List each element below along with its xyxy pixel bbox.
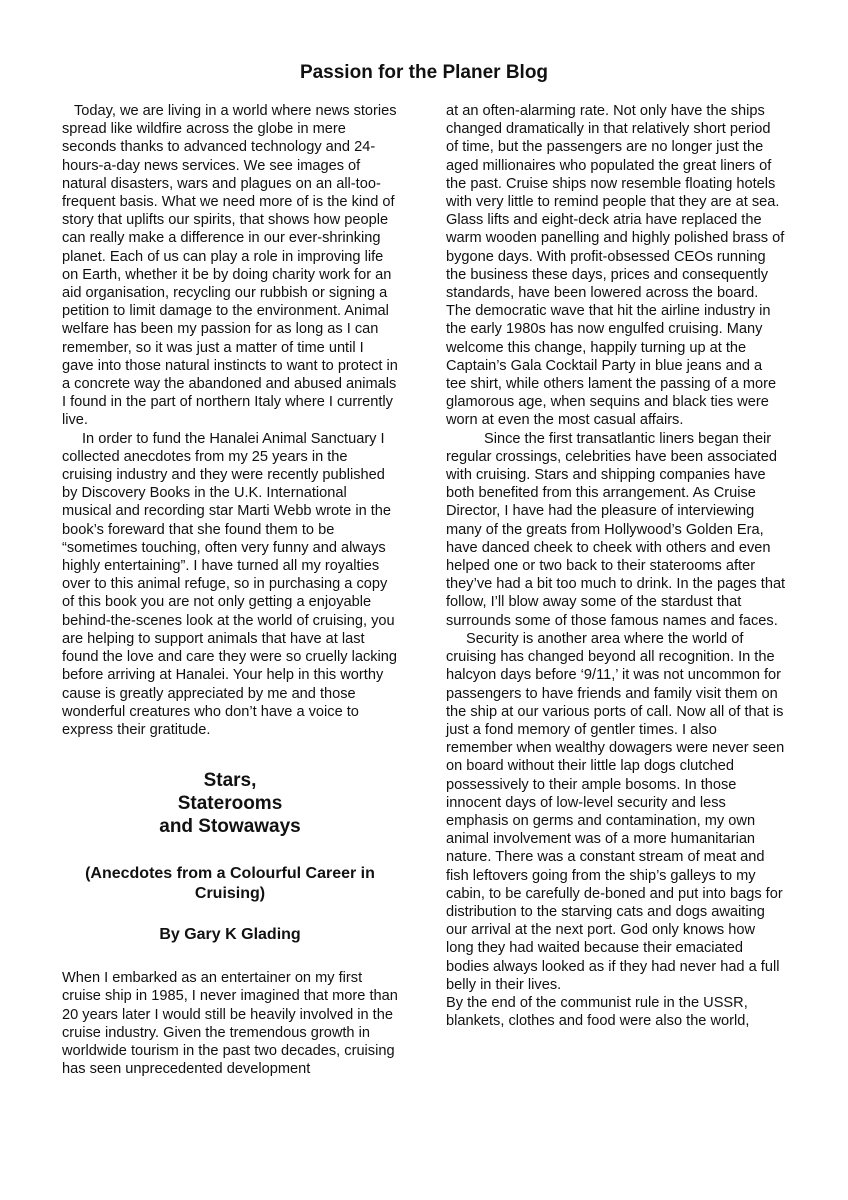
book-title-line: Staterooms xyxy=(177,793,283,815)
ussr-paragraph: By the end of the communist rule in the USSR, blankets, clothes and food were also the world, xyxy=(446,994,750,1030)
book-title xyxy=(62,769,398,838)
security-paragraph: Security is another area where the world of cruising has changed beyond all recognition. In the halcyon days before ‘9/11,’ it was not uncommon for passengers to have friends and family visit them on the ship at our various ports of call. Now all of that is just a fond memory of gentler times. I also remember when wealthy dowagers were never seen on board without their little lap dogs clutched possessively to their ample bosoms. In those innocent days of low-level security and less emphasis on germs and contamination, my own animal involvement was of a more humanitarian nature. There was a constant stream of meat and fish leftovers going from the ship’s galleys to my cabin, to be carefully de-boned and put into bags for distribution to the starving cats and dogs awaiting our arrival at the next port. God only knows how long they had waited because their emaciated bodies always looked as if they had never had a full belly in their lives. xyxy=(446,630,785,993)
book-paragraph-continued: cruise industry. Given the tremendous growth in worldwide tourism in the past two decades, cruising has seen unprecedented development xyxy=(62,1024,395,1078)
cruise-changes-paragraph: at an often-alarming rate. Not only have the ships changed dramatically in that relatively short period of time, but the passengers are no longer just the aged millionaires who populated the great liners of the past. Cruise ships now resemble floating hotels with very little to remind people that they are at sea. Glass lifts and eight-deck atria have replaced the warm wooden panelling and highly polished brass of bygone days. With profit-obsessed CEOs running the business these days, prices and consequently standards, have been lowered across the board. The democratic wave that hit the airline industry in the early 1980s has now engulfed cruising. Many welcome this change, happily turning up at the Captain’s Gala Cocktail Party in blue jeans and a tee shirt, while others lament the passing of a more glamorous age, when sequins and black ties were worn at even the most casual affairs. xyxy=(446,103,785,429)
book-paragraph-start: When I embarked as an entertainer on my first cruise ship in 1985, I never imagined that more than 20 years later I would still be heavily involved in the xyxy=(62,970,398,1023)
right-column xyxy=(446,102,786,1030)
book-author: By Gary K Glading xyxy=(159,926,301,944)
left-column xyxy=(62,102,398,1078)
sanctuary-paragraph: In order to fund the Hanalei Animal Sanctuary I collected anecdotes from my 25 years in the cruising industry and they were recently published by Discovery Books in the U.K. International musical and recording star Marti Webb wrote in the book’s foreward that she found them to be “sometimes touching, often very funny and always highly entertaining”. I have turned all my royalties over to this animal refuge, so in purchasing a copy of this book you are not only getting a enjoyable behind-the-scenes look at the world of cruising, you are helping to support animals that have at last found the love and care they were so cruelly lacking before arriving at Hanalei. Your help in this worthy cause is greatly appreciated by me and those wonderful creatures who don’t have a voice to express their gratitude. xyxy=(62,430,398,738)
book-title-line: Stars, xyxy=(203,770,257,792)
book-title-line: and Stowaways xyxy=(159,816,301,838)
intro-paragraph: Today, we are living in a world where news stories spread like wildfire across the globe in mere seconds thanks to advanced technology and 24-hours-a-day news services. We see images of natural disasters, wars and plagues on an all-too- frequent basis. What we need more of is the kind of story that uplifts our spirits, that shows how people can really make a difference in our ever-shrinking planet. Each of us can play a role in improving life on Earth, whether it be by doing charity work for an aid organisation, recycling our rubbish or signing a petition to limit damage to the environment. Animal welfare has been my passion for as long as I can remember, so it was just a matter of time until I gave into those natural instincts to want to protect in a concrete way the abandoned and abused animals I found in the part of northern Italy where I currently live. xyxy=(62,103,398,429)
celebrities-paragraph: Since the first transatlantic liners began their regular crossings, celebrities have been associated with cruising. Stars and shipping companies have both benefited from this arrangement. As Cruise Director, I have had the pleasure of interviewing many of the greats from Hollywood’s Golden Era, have danced cheek to cheek with others and even helped one or two back to their staterooms after they’ve had a bit too much to drink. In the pages that follow, I’ll blow away some of the stardust that surrounds some of those famous names and faces. xyxy=(446,430,786,629)
page-title: Passion for the Planer Blog xyxy=(299,62,549,83)
book-subtitle: (Anecdotes from a Colourful Career in Cruising) xyxy=(85,865,375,903)
